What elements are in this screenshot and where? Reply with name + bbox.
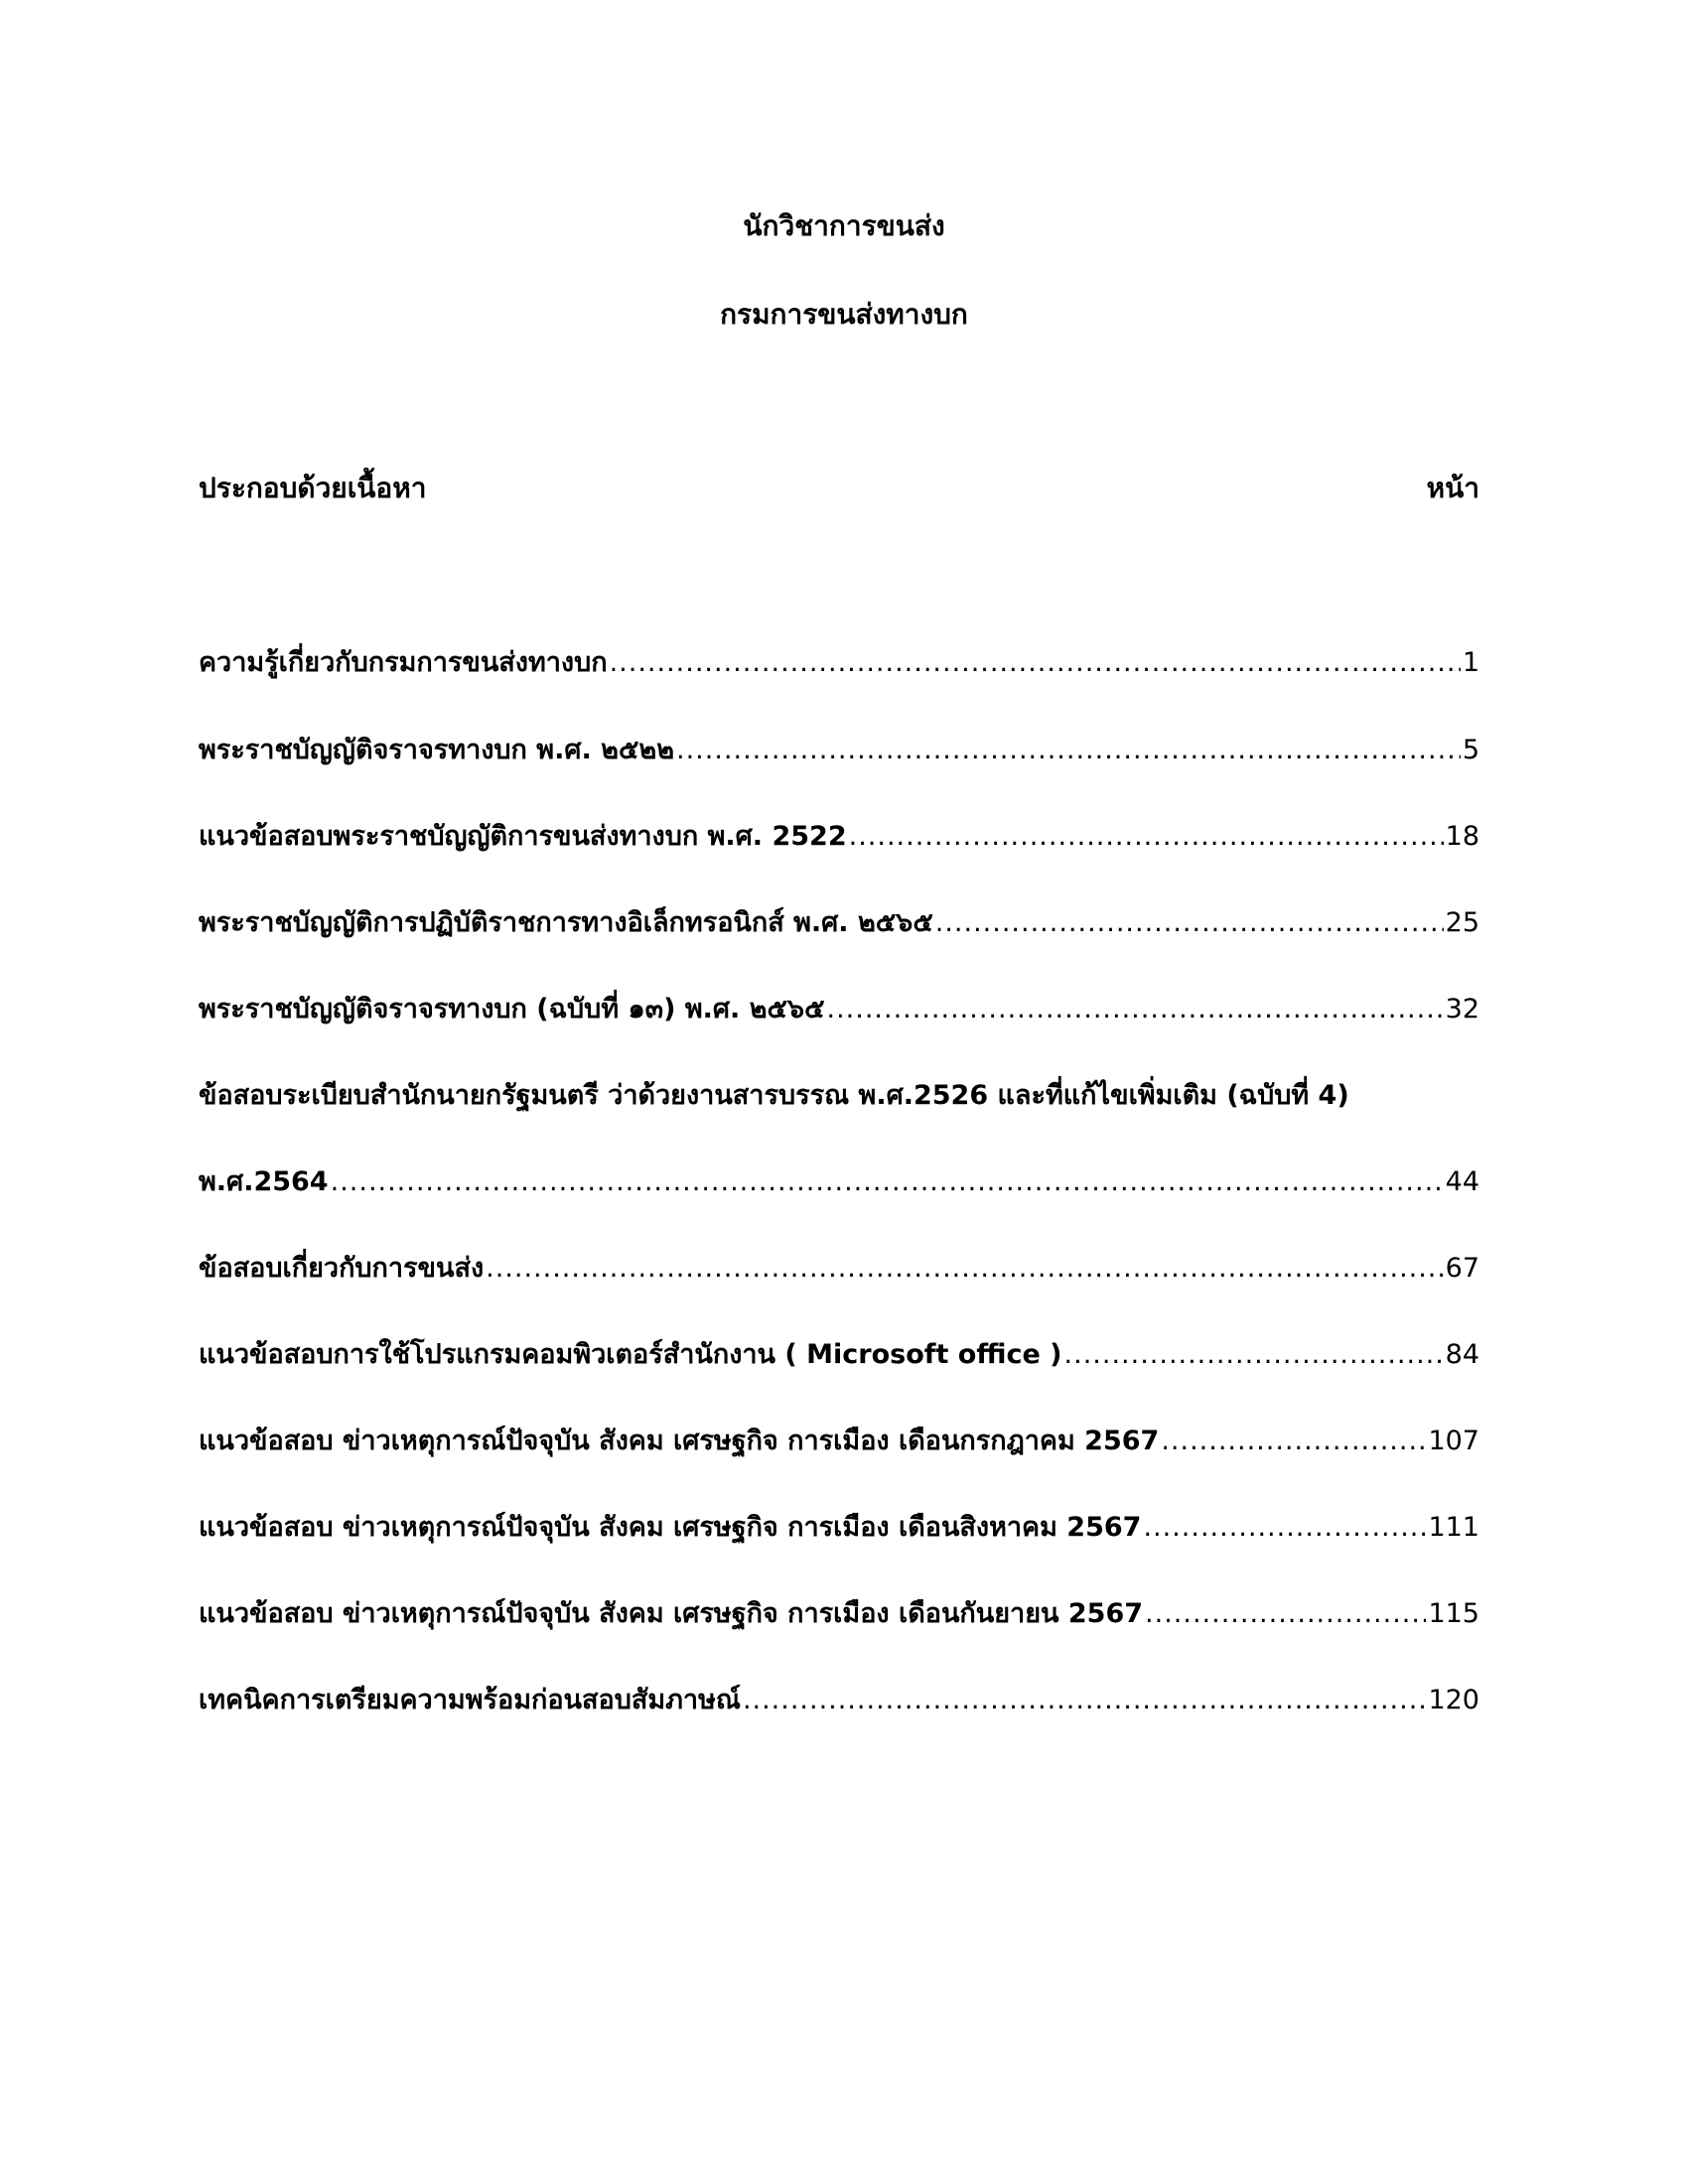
toc-entry-page: 44 — [1445, 1166, 1479, 1197]
toc-entry — [199, 1505, 1479, 1548]
toc-entry — [199, 1160, 1479, 1202]
toc-entry-label: แนวข้อสอบการใช้โปรแกรมคอมพิวเตอร์สำนักงาน ( Microsoft office ) — [199, 1339, 1062, 1370]
document-title: นักวิชาการขนส่ง — [743, 209, 945, 242]
toc-entry-label: แนวข้อสอบ ข่าวเหตุการณ์ปัจจุบัน สังคม เศรษฐกิจ การเมือง เดือนกันยายน 2567 — [199, 1598, 1144, 1629]
toc-header — [199, 467, 1479, 510]
toc-entry-page: 107 — [1428, 1426, 1479, 1456]
dot-leader — [1145, 1598, 1426, 1629]
dot-leader — [935, 907, 1444, 938]
toc-entry — [199, 640, 1479, 683]
toc-entry — [199, 1246, 1479, 1289]
toc-entry-label-line1: ข้อสอบระเบียบสำนักนายกรัฐมนตรี ว่าด้วยงานสารบรรณ พ.ศ.2526 และที่แก้ไขเพิ่มเติม (ฉบับที่ 4) — [199, 1080, 1349, 1111]
toc-entry — [199, 1678, 1479, 1720]
toc-entry-label: แนวข้อสอบ ข่าวเหตุการณ์ปัจจุบัน สังคม เศรษฐกิจ การเมือง เดือนสิงหาคม 2567 — [199, 1512, 1142, 1543]
contents-heading: ประกอบด้วยเนื้อหา — [199, 472, 427, 504]
toc-entry-label: พระราชบัญญัติจราจรทางบก (ฉบับที่ ๑๓) พ.ศ. ๒๕๖๕ — [199, 994, 825, 1024]
toc-entry-label: แนวข้อสอบ ข่าวเหตุการณ์ปัจจุบัน สังคม เศรษฐกิจ การเมือง เดือนกรกฎาคม 2567 — [199, 1426, 1160, 1456]
toc-entry — [199, 1591, 1479, 1634]
toc-entry-page: 115 — [1428, 1598, 1479, 1629]
dot-leader — [486, 1253, 1444, 1284]
toc-entry-page: 120 — [1428, 1685, 1479, 1715]
dot-leader — [331, 1166, 1444, 1197]
toc-entry-page: 111 — [1428, 1512, 1479, 1543]
toc-entry — [199, 1332, 1479, 1375]
page-heading: หน้า — [1426, 472, 1479, 504]
toc-entry-label: พระราชบัญญัติจราจรทางบก พ.ศ. ๒๕๒๒ — [199, 735, 674, 765]
dot-leader — [1161, 1426, 1426, 1456]
dot-leader — [610, 647, 1461, 678]
toc-entry-label: เทคนิคการเตรียมความพร้อมก่อนสอบสัมภาษณ์ — [199, 1685, 741, 1715]
toc-entry-page: 1 — [1462, 647, 1479, 678]
toc-entry-page: 25 — [1445, 907, 1479, 938]
toc-entry-page: 5 — [1462, 735, 1479, 765]
dot-leader — [743, 1685, 1427, 1715]
dot-leader — [849, 821, 1444, 852]
toc-entry-page: 84 — [1445, 1339, 1479, 1370]
dot-leader — [827, 994, 1444, 1024]
dot-leader — [1064, 1339, 1444, 1370]
document-subtitle: กรมการขนส่งทางบก — [720, 298, 968, 331]
toc-entry — [199, 814, 1479, 857]
toc-entry — [199, 728, 1479, 770]
toc-entry-label: ความรู้เกี่ยวกับกรมการขนส่งทางบก — [199, 647, 608, 678]
toc-entry — [199, 900, 1479, 943]
toc-entry-label: ข้อสอบเกี่ยวกับการขนส่ง — [199, 1253, 485, 1284]
dot-leader — [1143, 1512, 1426, 1543]
toc-entry-label: พระราชบัญญัติการปฏิบัติราชการทางอิเล็กทรอนิกส์ พ.ศ. ๒๕๖๕ — [199, 907, 933, 938]
toc-entry-label: แนวข้อสอบพระราชบัญญัติการขนส่งทางบก พ.ศ. 2522 — [199, 821, 847, 852]
toc-entry — [199, 1419, 1479, 1461]
toc-entry-page: 18 — [1445, 821, 1479, 852]
toc-entry-page: 67 — [1445, 1253, 1479, 1284]
toc-entry-label: พ.ศ.2564 — [199, 1166, 329, 1197]
toc-entry-page: 32 — [1445, 994, 1479, 1024]
toc-entry — [199, 987, 1479, 1029]
dot-leader — [676, 735, 1461, 765]
